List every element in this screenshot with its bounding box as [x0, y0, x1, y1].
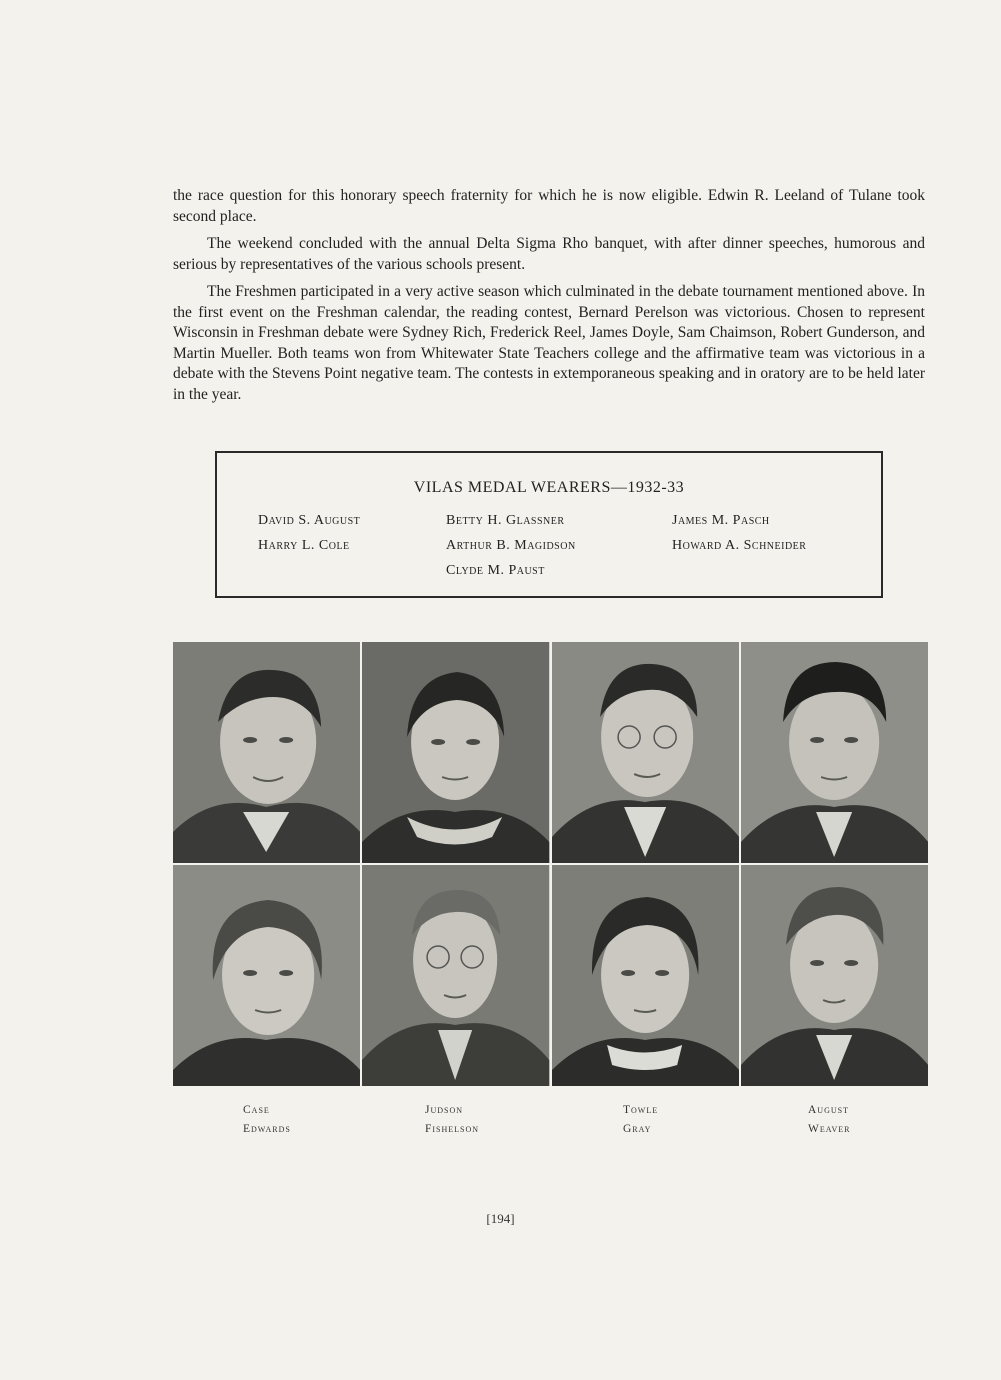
medal-name: Arthur B. Magidson — [446, 538, 576, 553]
medal-column-1 — [258, 508, 360, 558]
medal-name: Howard A. Schneider — [672, 538, 807, 553]
portrait-photo — [173, 642, 360, 863]
caption-name: Fishelson — [425, 1123, 480, 1135]
portrait-photo — [741, 642, 928, 863]
caption-column-4 — [808, 1101, 851, 1139]
caption-name: Case — [243, 1104, 270, 1116]
paragraph-1: the race question for this honorary speech fraternity for which he is now eligible. Edwin R. Leeland of Tulane took second place. — [173, 187, 925, 225]
medal-column-3 — [672, 508, 806, 558]
caption-name: Weaver — [808, 1123, 851, 1135]
caption-column-2 — [425, 1101, 479, 1139]
page-number: [194] — [486, 1211, 515, 1226]
portrait-photo — [173, 865, 360, 1086]
paragraph-3: The Freshmen participated in a very active season which culminated in the debate tournament mentioned above. In the first event on the Freshman calendar, the reading contest, Bernard Perelson was victorious. Chosen to represent Wisconsin in Freshman debate were Sydney Rich, Frederick Reel, James Doyle, Sam Chaimson, Robert Gunderson, and Martin Mueller. Both teams won from Whitewater State Teachers college and the affirmative team was victorious in a debate with the Stevens Point negative team. The contests in extemporaneous speaking and in oratory are to be held later in the year. — [173, 283, 925, 403]
caption-name: Towle — [623, 1104, 659, 1116]
portrait-photo — [741, 865, 928, 1086]
portrait-photo — [362, 642, 549, 863]
paragraph-2: The weekend concluded with the annual Delta Sigma Rho banquet, with after dinner speeches, humorous and serious by representatives of the various schools present. — [173, 235, 925, 273]
caption-name: Judson — [425, 1104, 464, 1116]
caption-name: Edwards — [243, 1123, 291, 1135]
body-text — [173, 186, 925, 412]
caption-column-1 — [243, 1101, 291, 1139]
medal-name: Betty H. Glassner — [446, 513, 565, 528]
medal-name: Harry L. Cole — [258, 538, 350, 553]
vilas-medal-box — [215, 451, 883, 598]
caption-column-3 — [623, 1101, 658, 1139]
medal-column-2 — [446, 508, 576, 583]
medal-box-title: VILAS MEDAL WEARERS—1932-33 — [413, 479, 685, 496]
portrait-photo — [362, 865, 549, 1086]
medal-name: James M. Pasch — [672, 513, 770, 528]
portrait-grid — [173, 642, 928, 1086]
caption-name: August — [808, 1104, 849, 1116]
portrait-photo — [552, 865, 739, 1086]
medal-name: Clyde M. Paust — [446, 563, 545, 578]
medal-name: David S. August — [258, 513, 361, 528]
portrait-photo — [552, 642, 739, 863]
caption-name: Gray — [623, 1123, 652, 1135]
